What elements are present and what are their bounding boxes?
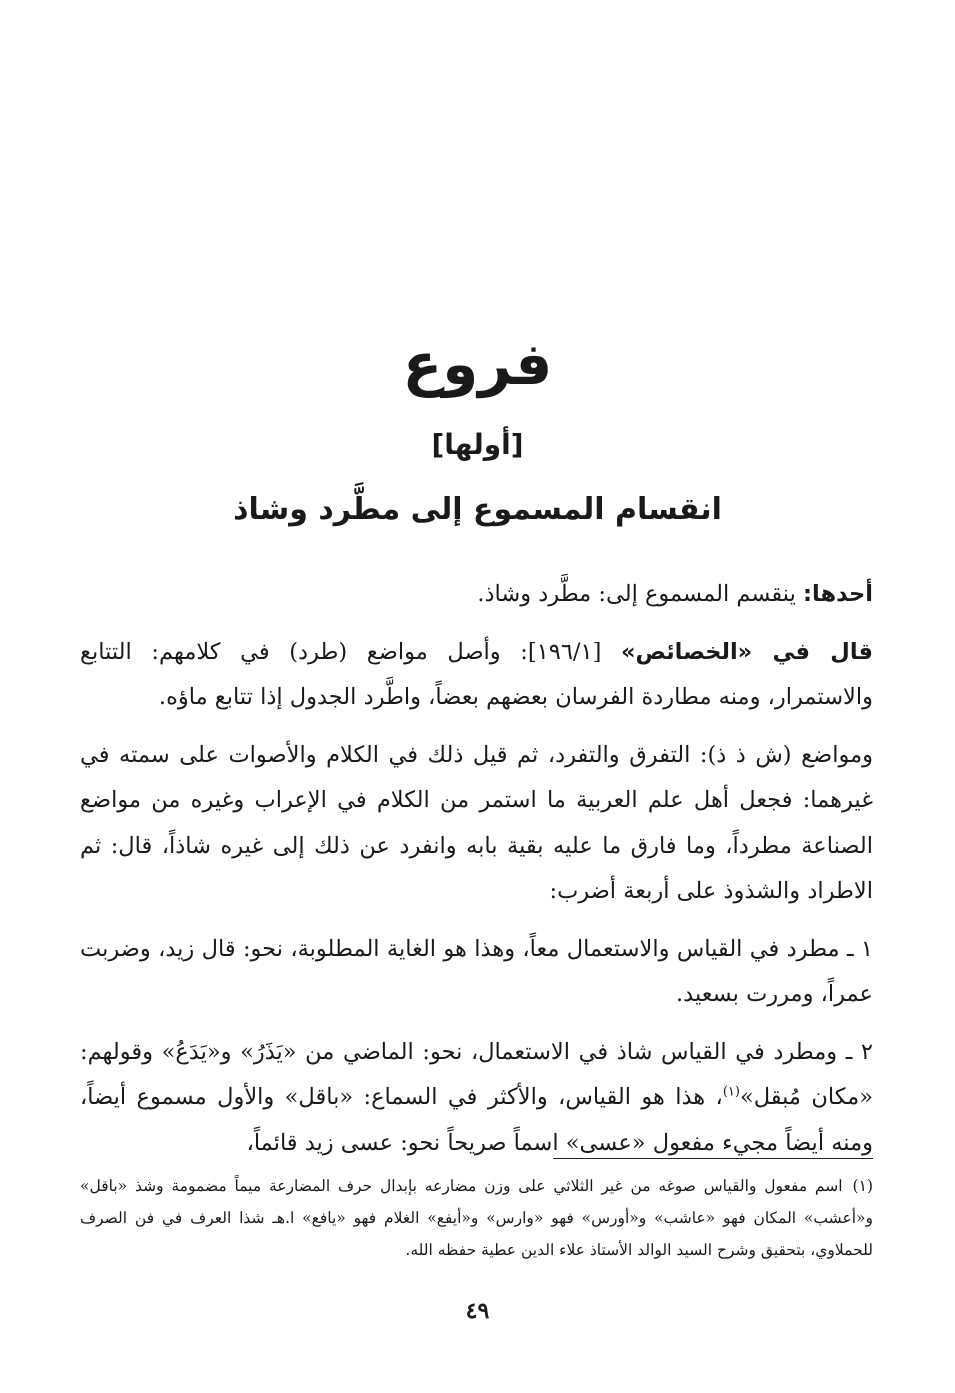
paragraph-lead: قال في «الخصائص»: [620, 638, 873, 665]
footnote-reference[interactable]: (١): [722, 1084, 740, 1100]
body-text: [80, 572, 873, 1178]
paragraph-text: ٢ ـ ومطرد في القياس شاذ في الاستعمال، نحو: الماضي من «يَذَرُ» و«يَدَعُ» وقولهم: «مكان مُبقل»: [80, 1038, 873, 1110]
paragraph-text: ومواضع (ش ذ ذ): التفرق والتفرد، ثم قيل ذلك في الكلام والأصوات على سمته في غيرهما: فجعل أهل علم العربية ما استمر من الكلام في الإعراب وغيره من مواضع الصناعة مطرداً، وما فارق ما عليه بقية بابه وانفرد عن ذلك إلى غيره شاذاً، قال: ثم الاطراد والشذوذ على أربعة أضرب:: [80, 741, 873, 904]
paragraph-text: ، هذا هو القياس، والأكثر في السماع: «باقل» والأول مسموع أيضاً، ومنه أيضاً مجيء مفعول «عسى» اسماً صريحاً نحو: عسى زيد قائماً،: [80, 1084, 873, 1156]
paragraph: [80, 630, 873, 721]
paragraph-text: ينقسم المسموع إلى: مطَّرد وشاذ.: [477, 581, 804, 607]
footnote-text: اسم مفعول والقياس صوغه من غير الثلاثي على وزن مضارعه بإبدال حرف المضارعة ميماً مضمومة وشذ «باقل» و«أعشب» المكان فهو «عاشب» و«أورس» فهو «وارس» و«أيفع» الغلام فهو «يافع» ا.هـ شذا العرف في فن الصرف للحملاوي، بتحقيق وشرح السيد الوالد الأستاذ علاء الدين عطية حفظه الله.: [80, 1177, 873, 1259]
footnotes: [80, 1170, 873, 1266]
paragraph: [80, 733, 873, 915]
subsection-title: [أولها]: [431, 428, 524, 461]
paragraph-text: [١٩٦/١]: وأصل مواضع (طرد) في كلامهم: التتابع والاستمرار، ومنه مطاردة الفرسان بعضهم بعضاً، واطَّرد الجدول إذا تتابع ماؤه.: [80, 638, 873, 710]
page-number: ٤٩: [465, 1298, 490, 1324]
footnote-number: (١): [852, 1177, 873, 1195]
footnote-divider: [553, 1158, 873, 1159]
paragraph: [80, 1030, 873, 1167]
paragraph-text: ١ ـ مطرد في القياس والاستعمال معاً، وهذا هو الغاية المطلوبة، نحو: قال زيد، وضربت عمراً، ومررت بسعيد.: [80, 935, 873, 1007]
paragraph-lead: أحدها:: [803, 581, 873, 607]
chapter-title: انقسام المسموع إلى مطَّرد وشاذ: [233, 492, 722, 527]
paragraph: [80, 927, 873, 1018]
footnote: [80, 1170, 873, 1266]
section-title: فروع: [402, 330, 553, 398]
paragraph: [80, 572, 873, 618]
